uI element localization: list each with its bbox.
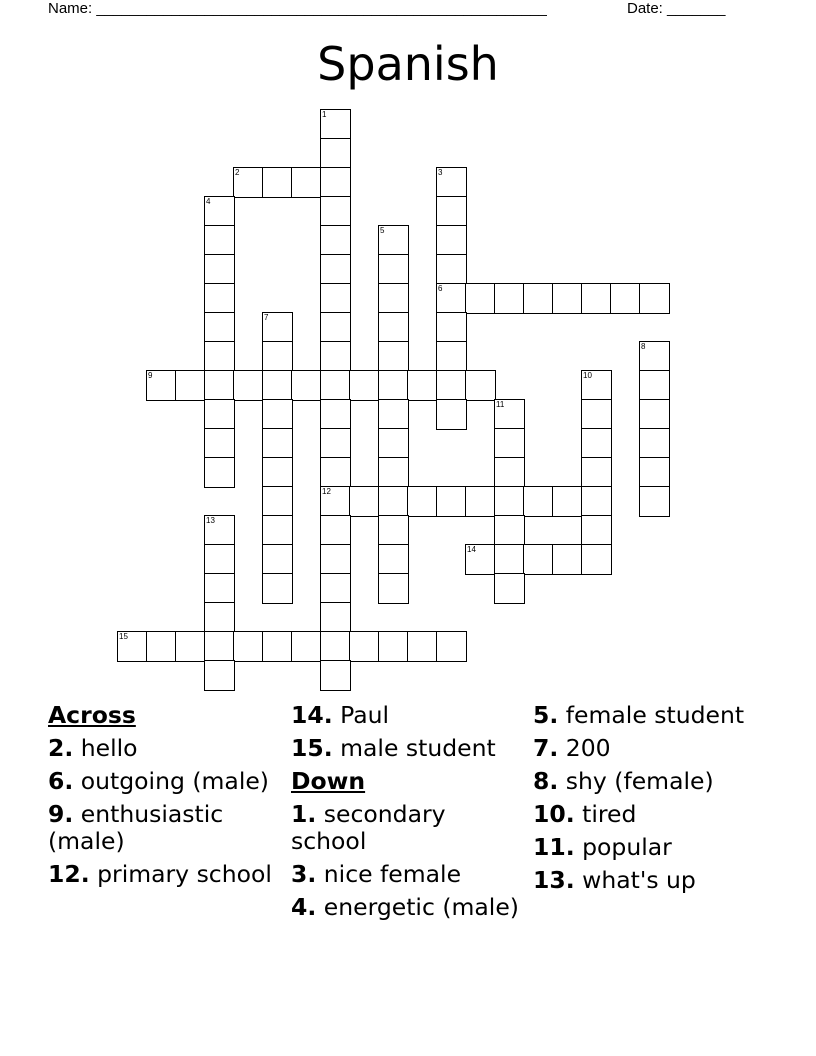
grid-cell[interactable] [262,573,293,604]
grid-cell[interactable] [204,312,235,343]
grid-cell[interactable] [204,225,235,256]
clue-down-11: 11. popular [533,833,672,861]
grid-cell[interactable] [378,283,409,314]
grid-cell[interactable] [233,631,264,662]
clue-number: 9 [148,371,153,380]
grid-cell[interactable] [639,486,670,517]
clue-across-12: 12. primary school [48,860,272,888]
grid-cell[interactable] [378,312,409,343]
grid-cell[interactable] [320,196,351,227]
grid-cell[interactable] [639,341,670,372]
grid-cell[interactable] [494,399,525,430]
grid-cell[interactable] [610,283,641,314]
grid-cell[interactable] [320,544,351,575]
grid-cell[interactable] [320,167,351,198]
name-blank: ______________________________________________________ [96,0,547,17]
grid-cell[interactable] [436,631,467,662]
grid-cell[interactable] [262,370,293,401]
grid-cell[interactable] [436,196,467,227]
grid-cell[interactable] [204,660,235,691]
grid-cell[interactable] [349,631,380,662]
grid-cell[interactable] [552,486,583,517]
grid-cell[interactable] [378,254,409,285]
clue-number: 3 [438,168,443,177]
clue-down-13: 13. what's up [533,866,696,894]
grid-cell[interactable] [320,660,351,691]
grid-cell[interactable] [204,515,235,546]
grid-cell[interactable] [204,573,235,604]
grid-cell[interactable] [465,544,496,575]
grid-cell[interactable] [320,312,351,343]
grid-cell[interactable] [117,631,148,662]
across-heading: Across [48,701,136,729]
grid-cell[interactable] [436,167,467,198]
grid-cell[interactable] [436,399,467,430]
grid-cell[interactable] [378,399,409,430]
grid-cell[interactable] [291,167,322,198]
grid-cell[interactable] [233,370,264,401]
grid-cell[interactable] [204,341,235,372]
grid-cell[interactable] [407,631,438,662]
grid-cell[interactable] [465,370,496,401]
grid-cell[interactable] [378,544,409,575]
grid-cell[interactable] [581,544,612,575]
grid-cell[interactable] [378,341,409,372]
clue-number: 12 [322,487,331,496]
grid-cell[interactable] [552,283,583,314]
grid-cell[interactable] [349,486,380,517]
grid-cell[interactable] [320,138,351,169]
grid-cell[interactable] [378,370,409,401]
grid-cell[interactable] [639,428,670,459]
grid-cell[interactable] [320,225,351,256]
grid-cell[interactable] [175,370,206,401]
date-label: Date: [627,0,663,17]
grid-cell[interactable] [494,428,525,459]
grid-cell[interactable] [465,283,496,314]
grid-cell[interactable] [436,254,467,285]
clue-down-8: 8. shy (female) [533,767,714,795]
grid-cell[interactable] [204,399,235,430]
grid-cell[interactable] [581,428,612,459]
grid-cell[interactable] [378,457,409,488]
grid-cell[interactable] [204,602,235,633]
grid-cell[interactable] [262,515,293,546]
grid-cell[interactable] [378,486,409,517]
clues-column-2 [291,702,526,927]
grid-cell[interactable] [407,486,438,517]
grid-cell[interactable] [320,573,351,604]
clue-number: 11 [496,400,505,409]
grid-cell[interactable] [378,515,409,546]
clue-down-10: 10. tired [533,800,637,828]
grid-cell[interactable] [320,602,351,633]
grid-cell[interactable] [465,486,496,517]
grid-cell[interactable] [378,225,409,256]
grid-cell[interactable] [204,631,235,662]
grid-cell[interactable] [262,428,293,459]
grid-cell[interactable] [320,428,351,459]
grid-cell[interactable] [320,515,351,546]
grid-cell[interactable] [436,486,467,517]
grid-cell[interactable] [581,399,612,430]
grid-cell[interactable] [494,515,525,546]
grid-cell[interactable] [262,312,293,343]
grid-cell[interactable] [146,370,177,401]
down-heading: Down [291,767,366,795]
grid-cell[interactable] [291,370,322,401]
grid-cell[interactable] [639,370,670,401]
clue-number: 2 [235,168,240,177]
clue-down-7: 7. 200 [533,734,611,762]
grid-cell[interactable] [204,457,235,488]
clue-across-14: 14. Paul [291,701,390,729]
grid-cell[interactable] [204,254,235,285]
clue-number: 15 [119,632,128,641]
page-title: Spanish [317,37,499,91]
grid-cell[interactable] [436,341,467,372]
grid-cell[interactable] [320,370,351,401]
grid-cell[interactable] [639,399,670,430]
grid-cell[interactable] [349,370,380,401]
grid-cell[interactable] [262,167,293,198]
grid-cell[interactable] [552,544,583,575]
clue-number: 8 [641,342,646,351]
grid-cell[interactable] [378,573,409,604]
grid-cell[interactable] [146,631,177,662]
grid-cell[interactable] [262,544,293,575]
grid-cell[interactable] [436,370,467,401]
grid-cell[interactable] [436,312,467,343]
clue-number: 6 [438,284,443,293]
grid-cell[interactable] [494,457,525,488]
clues-column-1 [48,702,278,894]
grid-cell[interactable] [262,486,293,517]
grid-cell[interactable] [581,283,612,314]
grid-cell[interactable] [320,341,351,372]
clue-number: 14 [467,545,476,554]
grid-cell[interactable] [494,544,525,575]
clue-across-15: 15. male student [291,734,496,762]
grid-cell[interactable] [523,283,554,314]
grid-cell[interactable] [262,457,293,488]
grid-cell[interactable] [320,254,351,285]
grid-cell[interactable] [320,399,351,430]
clue-down-1: 1. secondary school [291,800,446,855]
grid-cell[interactable] [320,109,351,140]
grid-cell[interactable] [436,225,467,256]
grid-cell[interactable] [291,631,322,662]
grid-cell[interactable] [262,341,293,372]
clue-number: 1 [322,110,327,119]
grid-cell[interactable] [581,515,612,546]
grid-cell[interactable] [581,457,612,488]
grid-cell[interactable] [204,428,235,459]
grid-cell[interactable] [204,544,235,575]
clue-number: 13 [206,516,215,525]
clue-number: 5 [380,226,385,235]
grid-cell[interactable] [407,370,438,401]
clue-across-2: 2. hello [48,734,138,762]
grid-cell[interactable] [320,631,351,662]
grid-cell[interactable] [320,486,351,517]
grid-cell[interactable] [639,283,670,314]
clue-down-5: 5. female student [533,701,745,729]
grid-cell[interactable] [233,167,264,198]
grid-cell[interactable] [581,370,612,401]
grid-cell[interactable] [175,631,206,662]
grid-cell[interactable] [262,399,293,430]
grid-cell[interactable] [204,370,235,401]
grid-cell[interactable] [262,631,293,662]
clue-number: 4 [206,197,211,206]
grid-cell[interactable] [320,283,351,314]
grid-cell[interactable] [204,196,235,227]
clue-across-6: 6. outgoing (male) [48,767,269,795]
grid-cell[interactable] [523,486,554,517]
grid-cell[interactable] [494,486,525,517]
grid-cell[interactable] [378,428,409,459]
clue-down-4: 4. energetic (male) [291,893,519,921]
grid-cell[interactable] [523,544,554,575]
clue-across-9: 9. enthusiastic (male) [48,800,224,855]
grid-cell[interactable] [639,457,670,488]
date-blank: _______ [667,0,726,17]
grid-cell[interactable] [320,457,351,488]
clues-column-3 [533,702,773,900]
grid-cell[interactable] [494,573,525,604]
grid-cell[interactable] [378,631,409,662]
name-label: Name: [48,0,93,17]
clue-number: 7 [264,313,269,322]
clue-number: 10 [583,371,592,380]
grid-cell[interactable] [436,283,467,314]
clue-down-3: 3. nice female [291,860,462,888]
grid-cell[interactable] [204,283,235,314]
grid-cell[interactable] [581,486,612,517]
grid-cell[interactable] [494,283,525,314]
